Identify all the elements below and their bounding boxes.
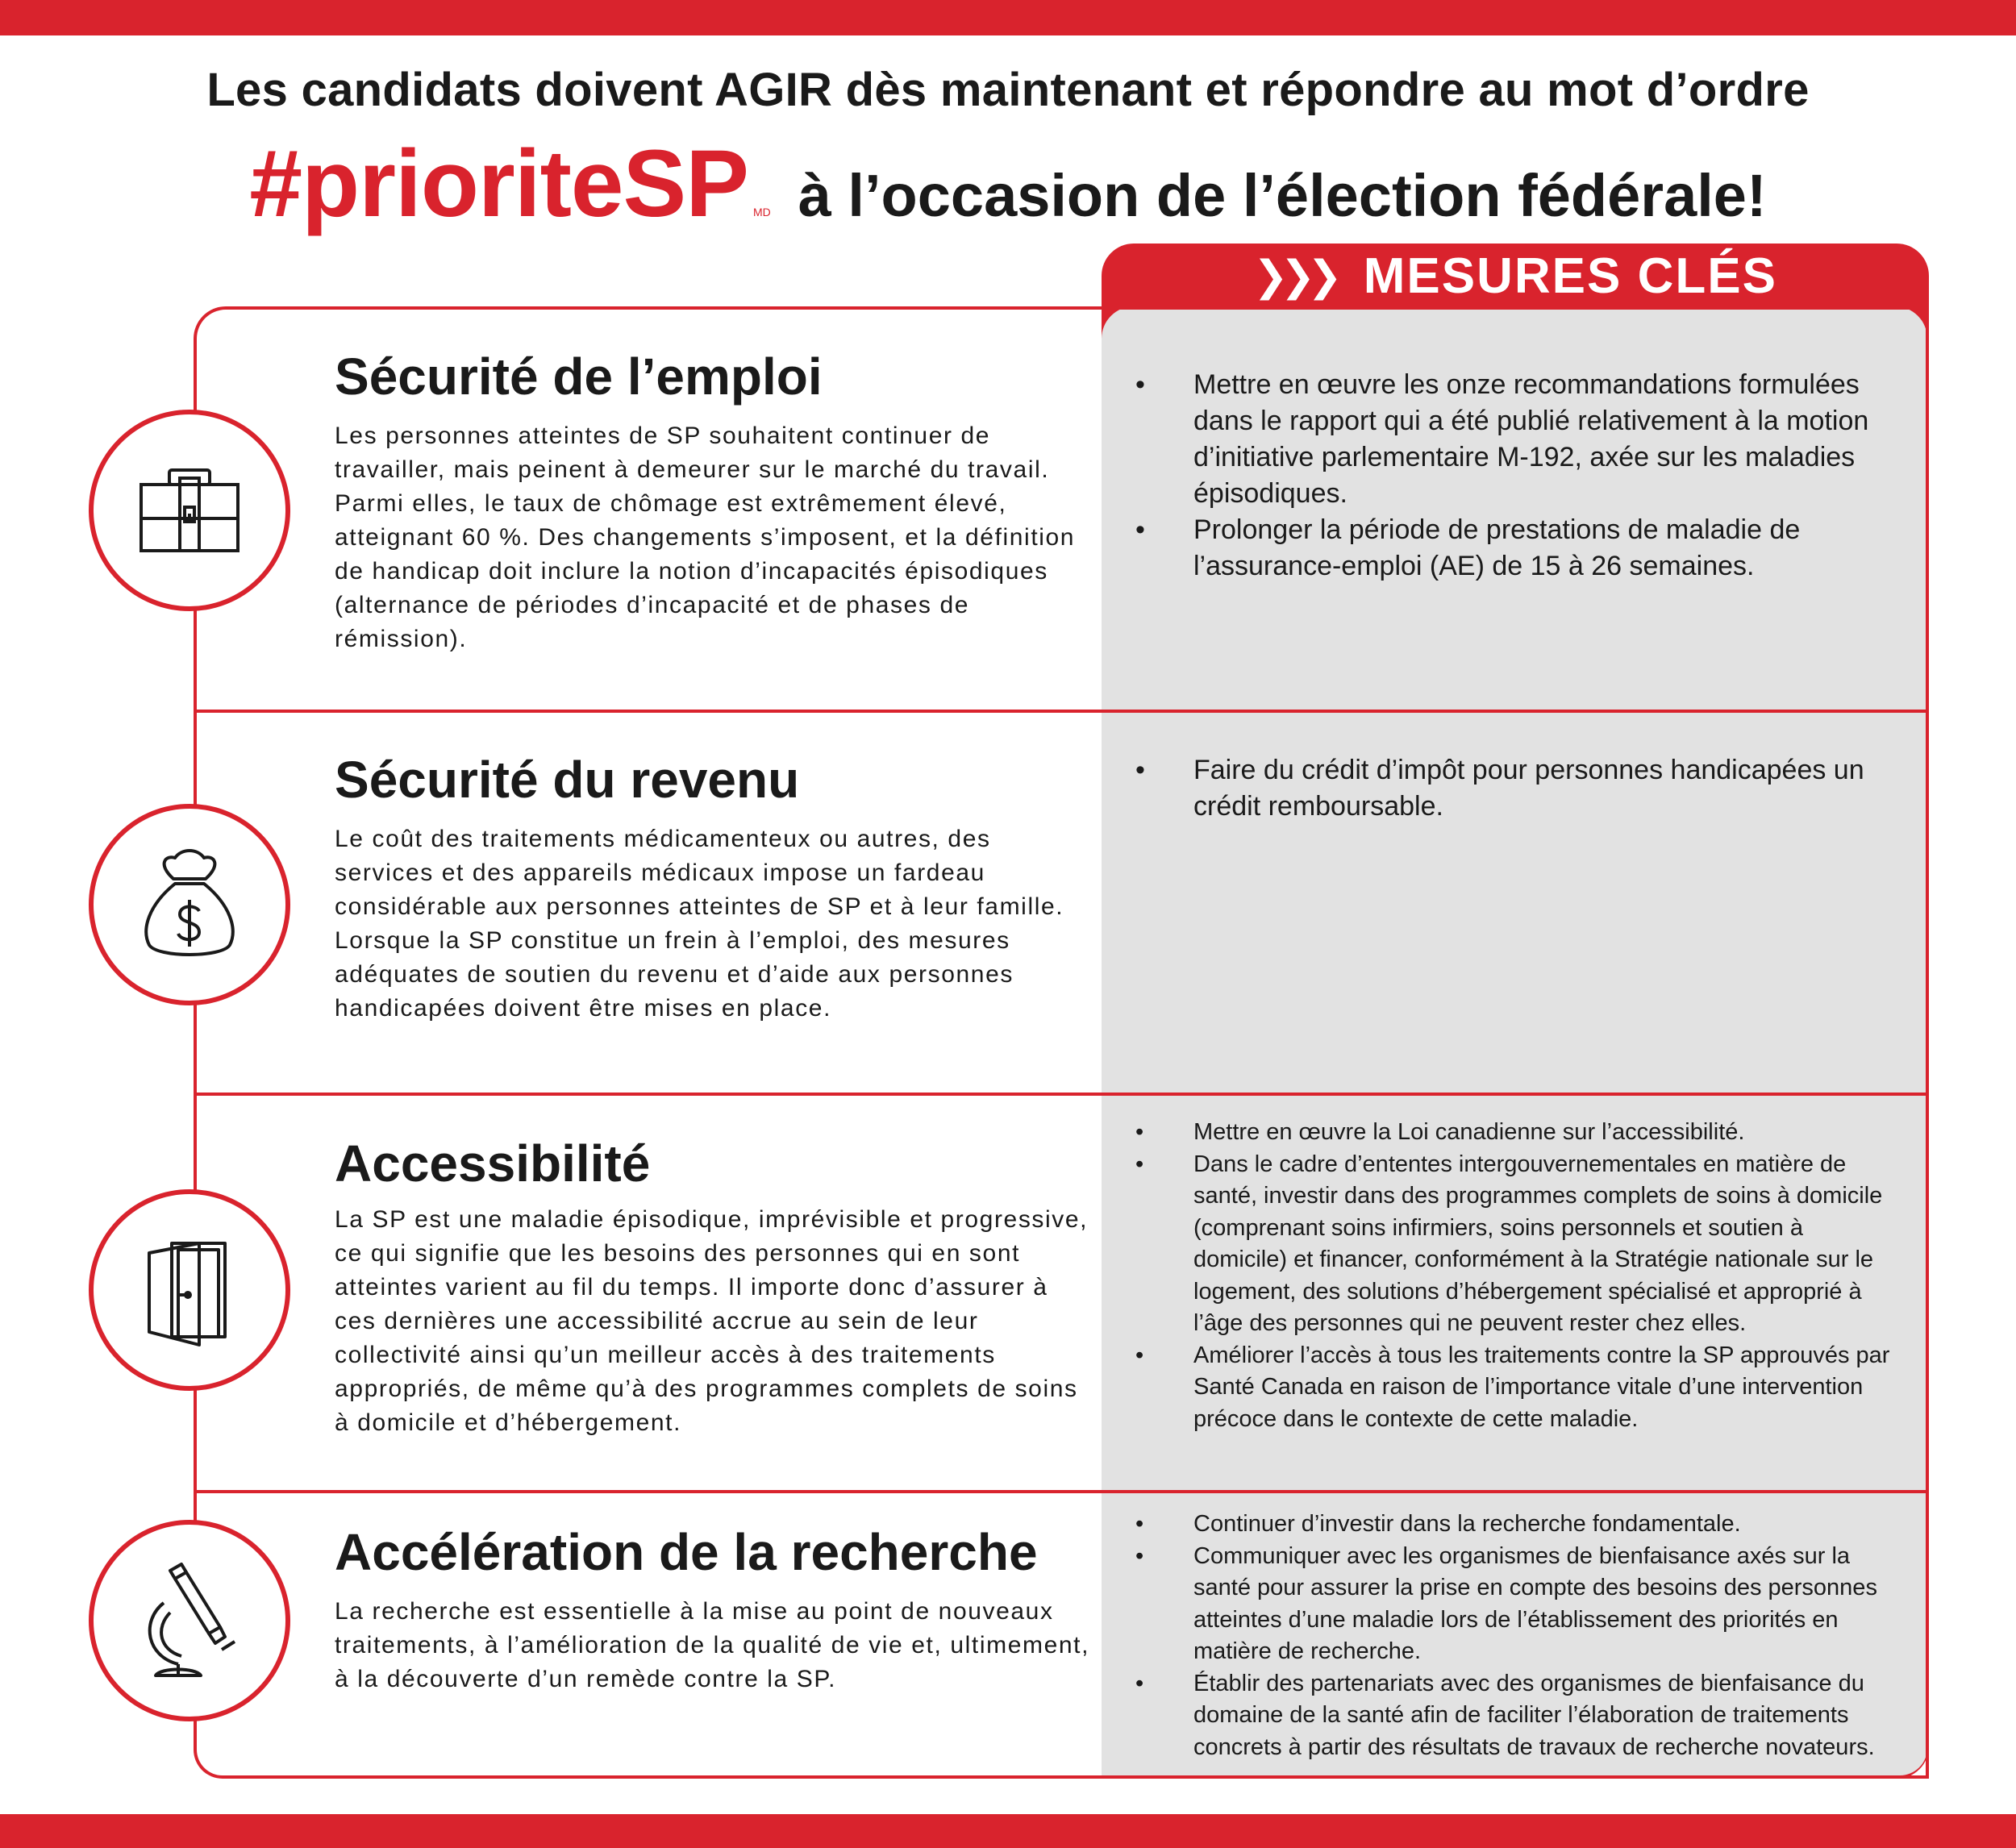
hashtag-logo: #prioriteSP [249, 131, 748, 237]
open-door-icon [125, 1226, 254, 1355]
measure-item: • Continuer d’investir dans la recherche fondamentale. [1129, 1509, 1903, 1541]
measures-list-emploi [1129, 367, 1903, 585]
section-body-recherche: La recherche est essentielle à la mise au point de nouveaux traitements, à l’amélioration de la qualité de vie et, ultimement, à la découverte d’un remède contre la SP. [335, 1598, 1090, 1692]
measure-item: • Établir des partenariats avec des organismes de bienfaisance du domaine de la santé afin de faciliter l’élaboration de traitements concrets à partir des résultats de travaux de recherche novateurs. [1129, 1668, 1903, 1764]
headline-line1: Les candidats doivent AGIR dès maintenant et répondre au mot d’ordre [206, 64, 1810, 116]
section-title-emploi: Sécurité de l’emploi [335, 348, 823, 406]
section-divider [194, 1093, 1929, 1096]
section-divider [194, 710, 1929, 713]
briefcase-icon-circle [89, 410, 290, 611]
money-bag-icon [125, 840, 254, 969]
measures-panel-title [1102, 247, 1929, 306]
outline-right-edge [1926, 306, 1929, 1775]
measure-item: • Dans le cadre d’ententes intergouvernementales en matière de santé, investir dans des programmes complets de soins à domicile (comprenant soins infirmiers, soins personnels et soutien à domicile) et financer, conformément à la Stratégie nationale sur le logement, des solutions d’hébergement spécialisé et approprié à l’âge des personnes qui ne peuvent rester chez elles. [1129, 1149, 1903, 1340]
section-body-accessibilite: La SP est une maladie épisodique, imprévisible et progressive, ce qui signifie que les besoins des personnes qui en sont atteintes varient au fil du temps. Il importe donc d’assurer à ces dernières une accessibilité accrue au sein de leur collectivité ainsi qu’un meilleur accès à des traitements appropriés, de même qu’à des programmes complets de soins à domicile et d’hébergement. [335, 1206, 1089, 1436]
microscope-icon [125, 1556, 254, 1685]
section-title-recherche: Accélération de la recherche [335, 1523, 1038, 1581]
headline-line2 [0, 129, 2016, 239]
measures-list-accessibilite [1129, 1117, 1903, 1435]
measure-item: • Communiquer avec les organismes de bienfaisance axés sur la santé pour assurer la prise en compte des besoins des personnes atteintes d’une maladie lors de l’établissement des priorités en matière de recherche. [1129, 1541, 1903, 1668]
measure-item: • Prolonger la période de prestations de maladie de l’assurance-emploi (AE) de 15 à 26 semaines. [1129, 512, 1903, 585]
measure-item: • Mettre en œuvre la Loi canadienne sur l’accessibilité. [1129, 1117, 1903, 1149]
measure-item: • Améliorer l’accès à tous les traitements contre la SP approuvés par Santé Canada en raison de l’importance vitale d’une intervention précoce dans le contexte de cette maladie. [1129, 1340, 1903, 1436]
measure-item: • Mettre en œuvre les onze recommandations formulées dans le rapport qui a été publié relativement à la motion d’initiative parlementaire M-192, axée sur les maladies épisodiques. [1129, 367, 1903, 512]
section-title-accessibilite: Accessibilité [335, 1134, 651, 1192]
top-red-band [0, 0, 2016, 35]
microscope-icon-circle [89, 1520, 290, 1721]
panel-title-text: MESURES CLÉS [1363, 248, 1777, 304]
money-bag-icon-circle [89, 804, 290, 1005]
section-title-revenu: Sécurité du revenu [335, 751, 800, 809]
measure-item: • Faire du crédit d’impôt pour personnes handicapées un crédit remboursable. [1129, 752, 1903, 825]
open-door-icon-circle [89, 1189, 290, 1391]
section-body-revenu: Le coût des traitements médicamenteux ou autres, des services et des appareils médicaux impose un fardeau considérable aux personnes atteintes de SP et à leur famille. Lorsque la SP constitue un frein à l’emploi, des mesures adéquates de soutien du revenu et d’aide aux personnes handicapées doivent être mises en place. [335, 826, 1064, 1022]
measures-list-revenu [1129, 752, 1903, 825]
measures-list-recherche [1129, 1509, 1903, 1763]
chevrons-icon: ❯❯❯ [1253, 253, 1335, 300]
briefcase-icon [125, 446, 254, 575]
headline-line2-text: à l’occasion de l’élection fédérale! [798, 162, 1767, 229]
outline-bottom-edge [1102, 1775, 1929, 1779]
trademark-mark: MD [752, 206, 771, 219]
bottom-red-band [0, 1814, 2016, 1848]
section-body-emploi: Les personnes atteintes de SP souhaitent continuer de travailler, mais peinent à demeurer sur le marché du travail. Parmi elles, le taux de chômage est extrêmement élevé, atteignant 60 %. Des changements s’imposent, et la définition de handicap doit inclure la notion d’incapacités épisodiques (alternance de périodes d’incapacité et de phases de rémission). [335, 422, 1076, 652]
section-divider [194, 1490, 1929, 1493]
